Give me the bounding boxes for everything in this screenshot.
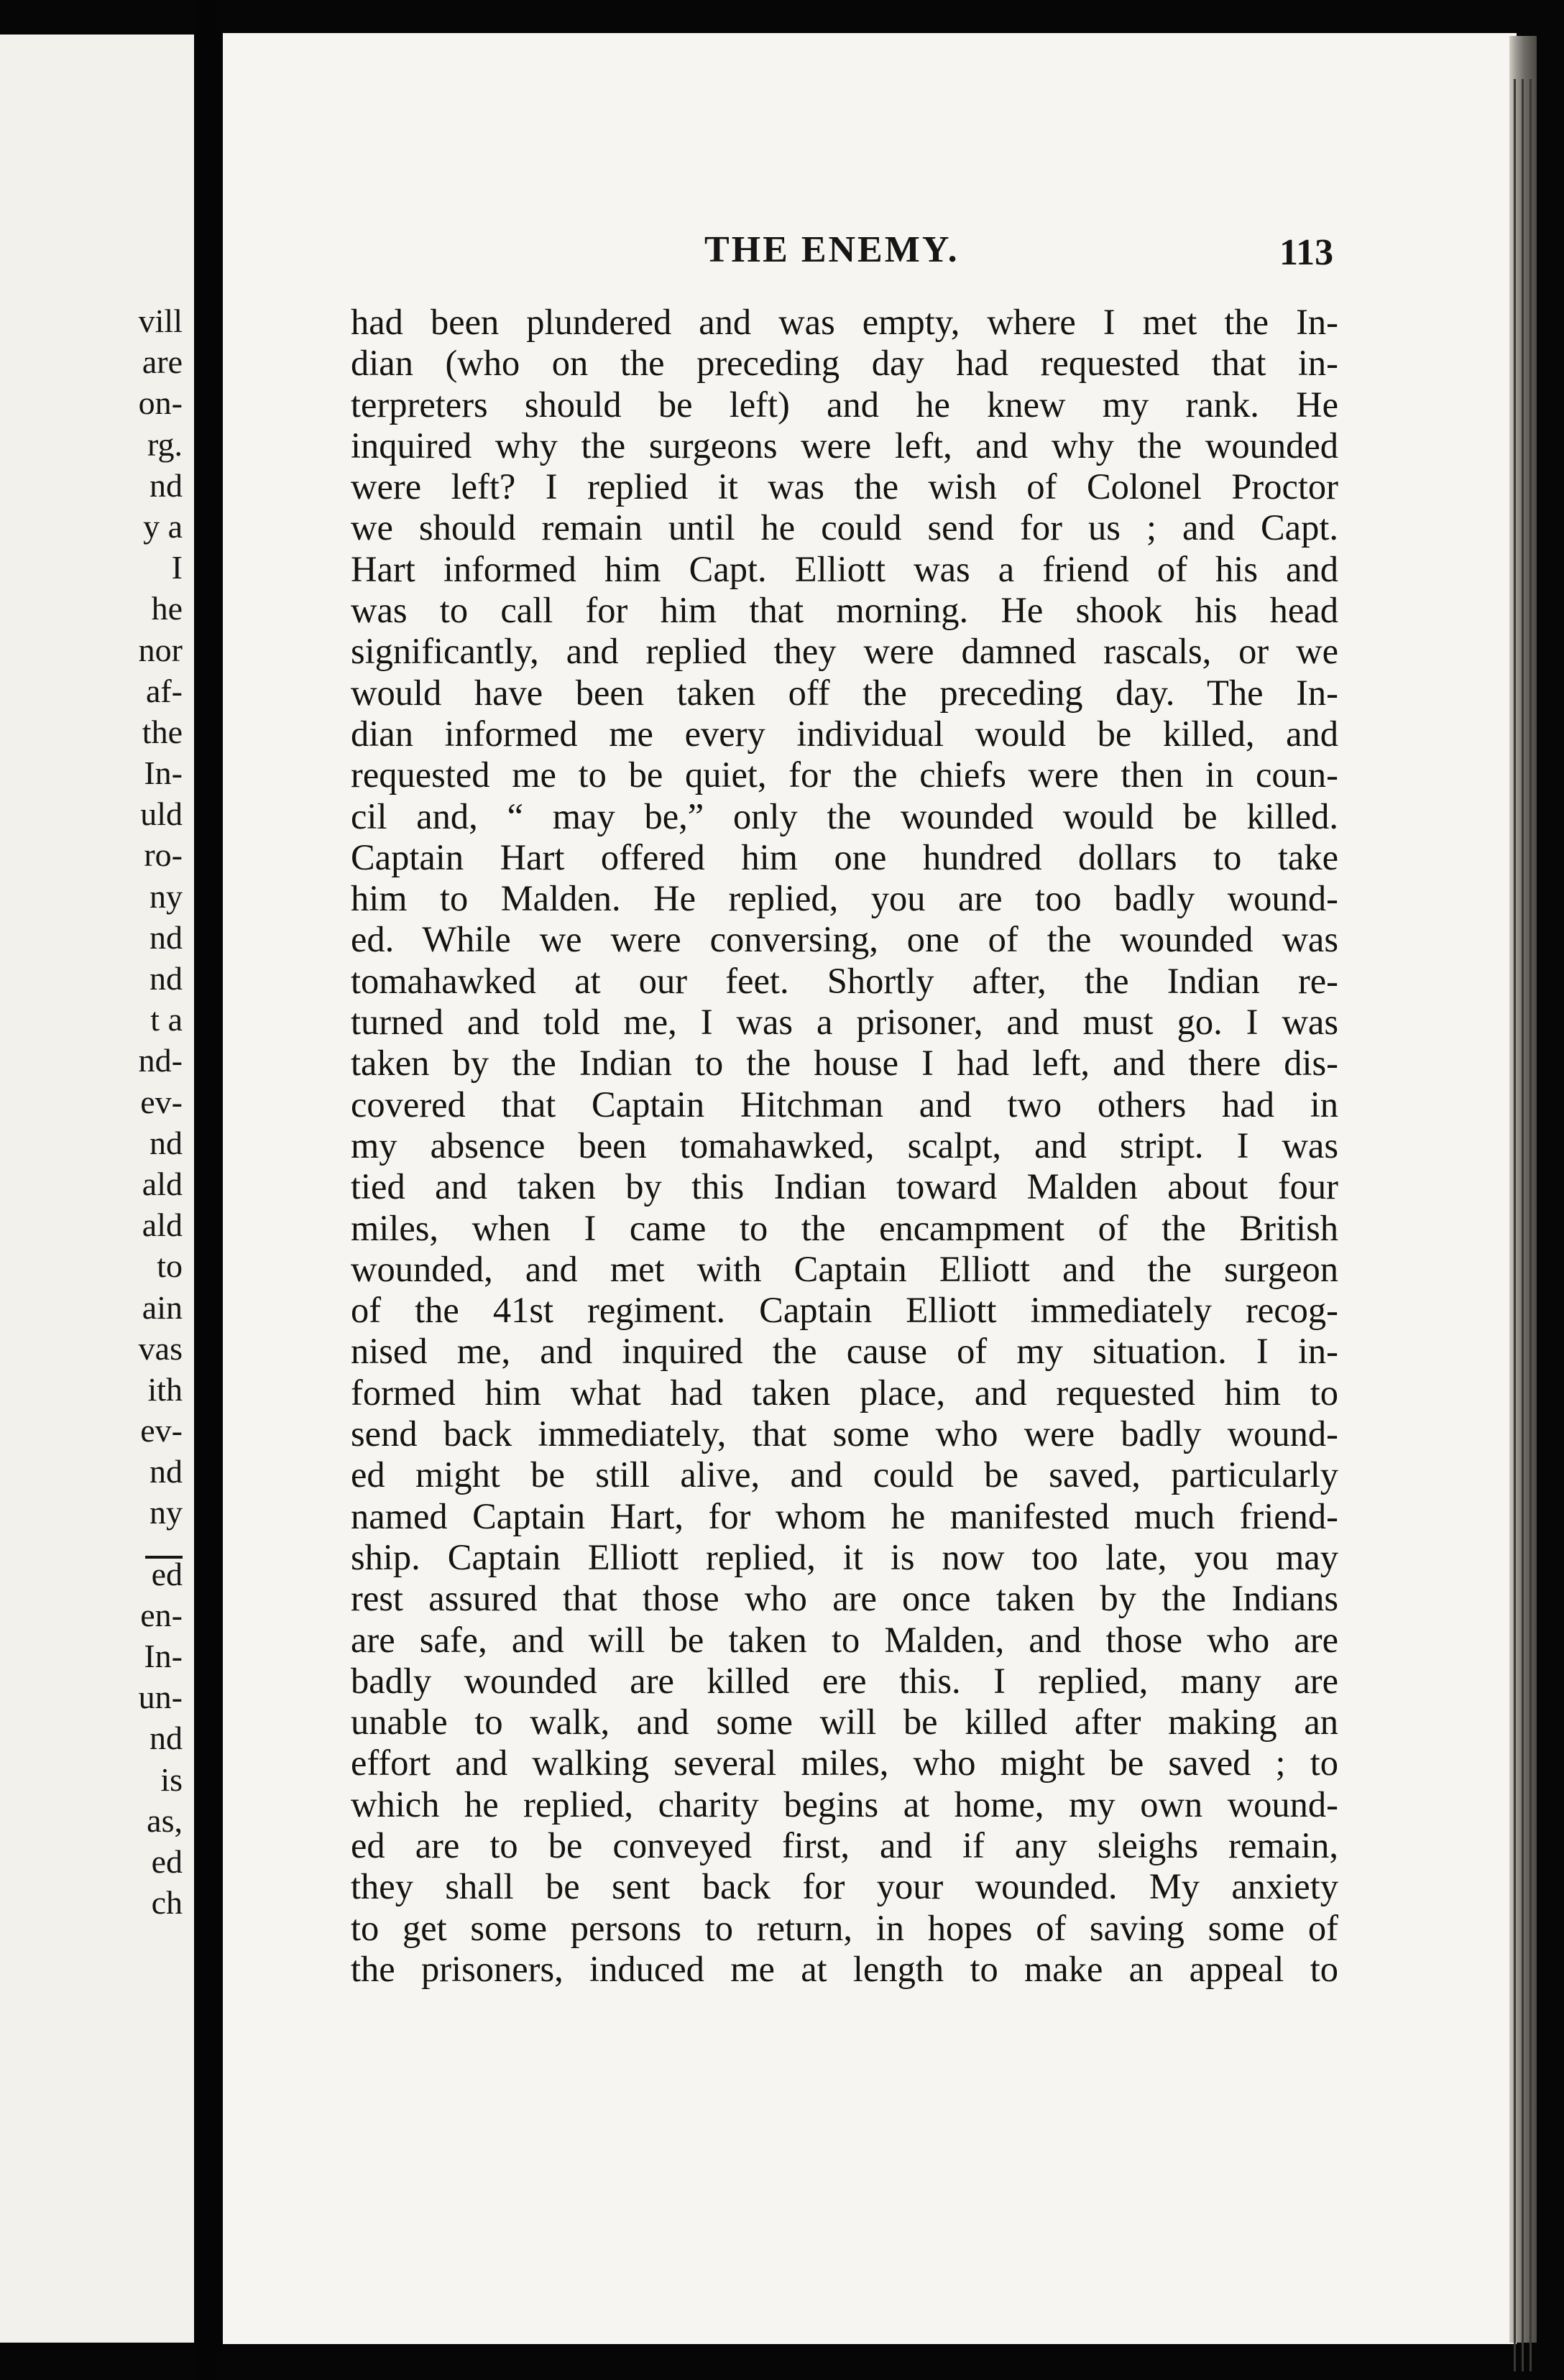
text-line: nised me, and inquired the cause of my situation. I in-: [351, 1331, 1338, 1372]
page-edge-line: [1514, 79, 1516, 2371]
text-line: taken by the Indian to the house I had left, and there dis-: [351, 1043, 1338, 1084]
text-line: turned and told me, I was a prisoner, and must go. I was: [351, 1002, 1338, 1043]
book-gutter: [194, 0, 223, 2380]
text-line: ed might be still alive, and could be saved, particularly: [351, 1454, 1338, 1495]
text-line: terpreters should be left) and he knew my rank. He: [351, 384, 1338, 425]
left-page-fragment: nd: [150, 1720, 183, 1757]
running-head: THE ENEMY.: [704, 229, 960, 270]
text-line: had been plundered and was empty, where I met the In-: [351, 302, 1338, 342]
text-line: would have been taken off the preceding day. The In-: [351, 672, 1338, 713]
left-page-fragment: nd: [150, 1453, 183, 1490]
left-page-fragment: rg.: [147, 425, 183, 463]
left-page-fragment: ev-: [140, 1412, 183, 1449]
text-line: significantly, and replied they were damned rascals, or we: [351, 631, 1338, 672]
left-page-text-fragments: [139, 300, 183, 1923]
page-number: 113: [1279, 232, 1334, 273]
page-edge-line: [1530, 79, 1532, 2371]
text-line: miles, when I came to the encampment of the British: [351, 1207, 1338, 1248]
text-line: covered that Captain Hitchman and two others had in: [351, 1084, 1338, 1125]
text-line: was to call for him that morning. He shook his head: [351, 590, 1338, 631]
left-page-fragment: I: [171, 549, 183, 586]
left-page-fragment: ald: [142, 1165, 183, 1202]
text-line: rest assured that those who are once taken by the Indians: [351, 1578, 1338, 1619]
left-page-fragment: ain: [142, 1288, 183, 1326]
left-page-fragment: as,: [147, 1802, 183, 1839]
text-line: the prisoners, induced me at length to make an appeal to: [351, 1948, 1338, 1989]
text-line: dian (who on the preceding day had requested that in-: [351, 343, 1338, 384]
text-line: dian informed me every individual would be killed, and: [351, 713, 1338, 754]
left-page-fragment: vas: [138, 1329, 183, 1367]
page-edge-line: [1522, 79, 1524, 2371]
section-rule: [139, 1533, 183, 1554]
text-line: were left? I replied it was the wish of Colonel Proctor: [351, 466, 1338, 507]
left-page-fragment: ny: [150, 1494, 183, 1531]
left-page-fragment: vill: [138, 303, 183, 339]
text-line: unable to walk, and some will be killed after making an: [351, 1702, 1338, 1743]
left-page: [0, 34, 194, 2343]
text-line: inquired why the surgeons were left, and why the wounded: [351, 425, 1338, 466]
left-page-fragment: In-: [144, 755, 183, 792]
text-line: cil and, “ may be,” only the wounded would be killed.: [351, 795, 1338, 836]
left-page-fragment: en-: [140, 1596, 183, 1633]
left-page-fragment: uld: [140, 795, 183, 833]
text-line: ship. Captain Elliott replied, it is now too late, you may: [351, 1536, 1338, 1577]
left-page-fragment: is: [160, 1761, 183, 1798]
text-line: wounded, and met with Captain Elliott and the surgeon: [351, 1248, 1338, 1289]
left-page-fragment: un-: [138, 1679, 183, 1716]
text-line: to get some persons to return, in hopes of saving some of: [351, 1907, 1338, 1948]
left-page-fragment: to: [157, 1247, 183, 1285]
text-line: badly wounded are killed ere this. I replied, many are: [351, 1660, 1338, 1701]
text-line: Captain Hart offered him one hundred dollars to take: [351, 836, 1338, 877]
left-page-fragment: t a: [150, 1001, 183, 1038]
text-line: effort and walking several miles, who might be saved ; to: [351, 1743, 1338, 1784]
left-page-fragment: ald: [142, 1207, 183, 1244]
left-page-fragment: nd-: [138, 1042, 183, 1079]
left-page-fragment: nd: [150, 960, 183, 997]
left-page-fragment: af-: [145, 672, 183, 709]
left-page-fragment: ed: [151, 1555, 183, 1592]
text-line: formed him what had taken place, and requested him to: [351, 1372, 1338, 1413]
left-page-fragment: ny: [150, 877, 183, 915]
left-page-fragment: ev-: [140, 1083, 183, 1120]
left-page-fragment: he: [151, 590, 183, 627]
left-page-fragment: nd: [150, 1124, 183, 1161]
left-page-fragment: nor: [138, 631, 183, 668]
page-edge: [1509, 36, 1537, 2343]
left-page-fragment: nd: [150, 918, 183, 956]
left-page-fragment: on-: [138, 384, 183, 422]
text-line: Hart informed him Capt. Elliott was a friend of his and: [351, 548, 1338, 589]
text-line: ed are to be conveyed first, and if any sleighs remain,: [351, 1825, 1338, 1865]
text-line: ed. While we were conversing, one of the wounded was: [351, 919, 1338, 960]
left-page-fragment: ch: [151, 1884, 183, 1922]
text-line: tied and taken by this Indian toward Malden about four: [351, 1166, 1338, 1207]
left-page-fragment: y a: [143, 507, 183, 545]
text-line: tomahawked at our feet. Shortly after, the Indian re-: [351, 960, 1338, 1001]
text-line: are safe, and will be taken to Malden, and those who are: [351, 1619, 1338, 1660]
left-page-fragment: In-: [144, 1638, 183, 1674]
text-line: which he replied, charity begins at home, my own wound-: [351, 1784, 1338, 1825]
left-page-fragment: ith: [147, 1370, 183, 1408]
left-page-fragment: the: [142, 713, 183, 750]
left-page-fragment: nd: [150, 466, 183, 504]
text-line: named Captain Hart, for whom he manifested much friend-: [351, 1495, 1338, 1536]
left-page-fragment: ed: [151, 1842, 183, 1880]
text-line: send back immediately, that some who were badly wound-: [351, 1413, 1338, 1454]
text-line: requested me to be quiet, for the chiefs were then in coun-: [351, 755, 1338, 795]
text-line: my absence been tomahawked, scalpt, and stript. I was: [351, 1125, 1338, 1166]
text-line: they shall be sent back for your wounded. My anxiety: [351, 1866, 1338, 1907]
text-line: we should remain until he could send for us ; and Capt.: [351, 507, 1338, 548]
text-line: him to Malden. He replied, you are too badly wound-: [351, 878, 1338, 919]
body-text: [351, 302, 1338, 1990]
left-page-fragment: ro-: [144, 836, 183, 874]
left-page-fragment: are: [142, 343, 183, 381]
text-line: of the 41st regiment. Captain Elliott immediately recog-: [351, 1290, 1338, 1331]
